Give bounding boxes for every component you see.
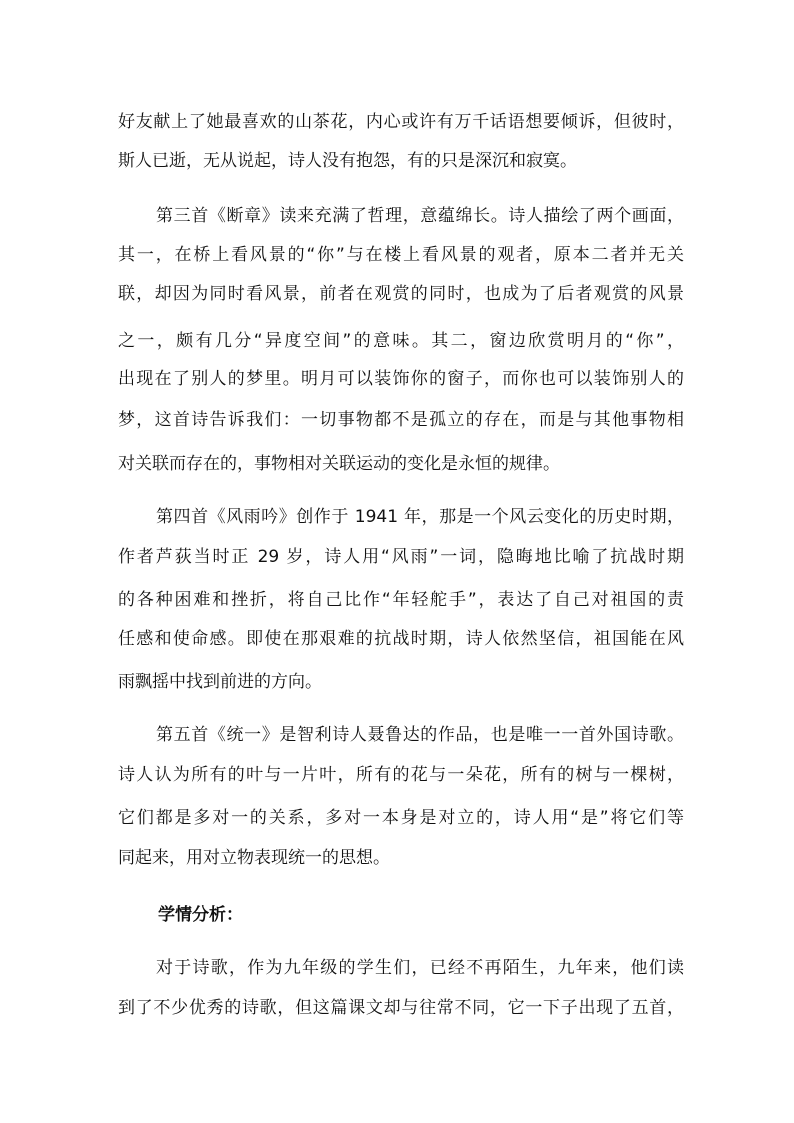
text-line: 它们都是多对一的关系，多对一本身是对立的，诗人用“是”将它们等 bbox=[118, 808, 684, 828]
text-line: 雨飘摇中找到前进的方向。 bbox=[118, 672, 322, 692]
document-page bbox=[118, 0, 684, 1123]
text-line: 到了不少优秀的诗歌，但这篇课文却与往常不同，它一下子出现了五首， bbox=[118, 998, 684, 1018]
text-line: 之一，颇有几分“异度空间”的意味。其二，窗边欣赏明月的“你”， bbox=[118, 331, 684, 351]
text-line: 斯人已逝，无从说起，诗人没有抱怨，有的只是深沉和寂寞。 bbox=[118, 151, 577, 171]
text-line: 作者芦荻当时正 29 岁，诗人用“风雨”一词，隐晦地比喻了抗战时期 bbox=[118, 547, 684, 567]
text-line: 第四首《风雨吟》创作于 1941 年，那是一个风云变化的历史时期， bbox=[156, 507, 684, 527]
text-line: 出现在了别人的梦里。明月可以装饰你的窗子，而你也可以装饰别人的 bbox=[118, 369, 684, 389]
text-line: 同起来，用对立物表现统一的思想。 bbox=[118, 848, 390, 868]
text-line: 联，却因为同时看风景，前者在观赏的同时，也成为了后者观赏的风景 bbox=[118, 284, 684, 304]
text-line: 对关联而存在的，事物相对关联运动的变化是永恒的规律。 bbox=[118, 454, 560, 474]
text-line: 第三首《断章》读来充满了哲理，意蕴绵长。诗人描绘了两个画面， bbox=[156, 206, 684, 226]
section-heading: 学情分析： bbox=[158, 905, 243, 925]
text-line: 好友献上了她最喜欢的山茶花，内心或许有万千话语想要倾诉，但彼时， bbox=[118, 112, 684, 132]
text-line: 其一，在桥上看风景的“你”与在楼上看风景的观者，原本二者并无关 bbox=[118, 245, 684, 265]
text-line: 梦，这首诗告诉我们：一切事物都不是孤立的存在，而是与其他事物相 bbox=[118, 410, 684, 430]
text-line: 任感和使命感。即使在那艰难的抗战时期，诗人依然坚信，祖国能在风 bbox=[118, 629, 684, 649]
text-line: 诗人认为所有的叶与一片叶，所有的花与一朵花，所有的树与一棵树， bbox=[118, 765, 684, 785]
text-line: 对于诗歌，作为九年级的学生们，已经不再陌生，九年来，他们读 bbox=[156, 958, 684, 978]
text-line: 的各种困难和挫折，将自己比作“年轻舵手”，表达了自己对祖国的责 bbox=[118, 590, 684, 610]
text-line: 第五首《统一》是智利诗人聂鲁达的作品，也是唯一一首外国诗歌。 bbox=[156, 725, 684, 745]
